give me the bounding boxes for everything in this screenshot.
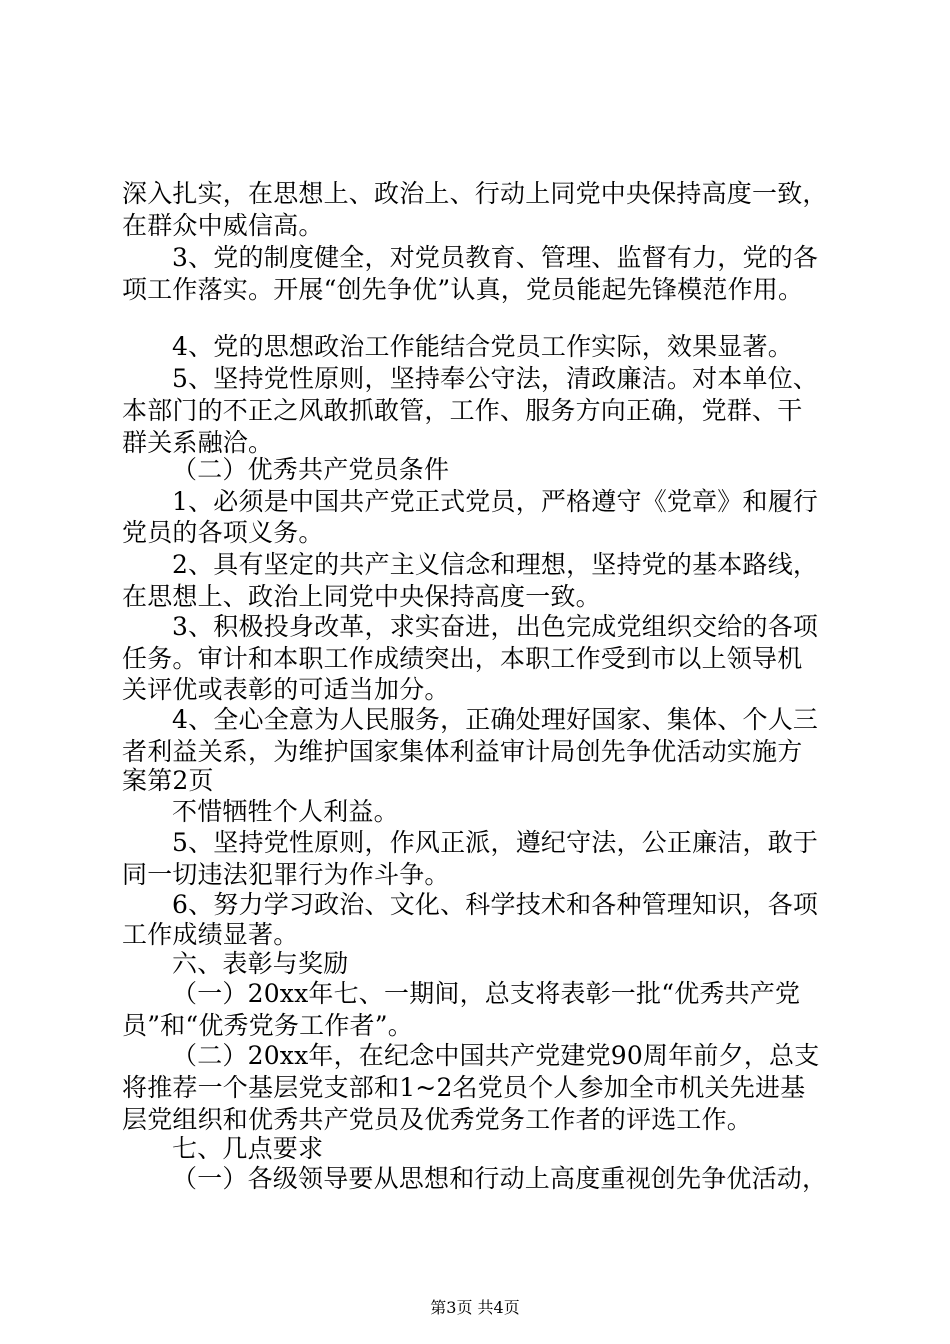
section-heading: （二）优秀共产党员条件 <box>172 455 450 484</box>
text-line: 群关系融洽。 <box>122 428 274 457</box>
text-line: 3、积极投身改革，求实奋进，出色完成党组织交给的各项 <box>172 612 819 641</box>
page-footer: 第3页 共4页 <box>430 1298 520 1317</box>
text-line: 4、党的思想政治工作能结合党员工作实际，效果显著。 <box>172 332 793 361</box>
text-line: 不惜牺牲个人利益。 <box>172 797 399 826</box>
text-line: 3、党的制度健全，对党员教育、管理、监督有力，党的各 <box>172 243 819 272</box>
text-line: 任务。审计和本职工作成绩突出，本职工作受到市以上领导机 <box>122 644 803 673</box>
text-line: 同一切违法犯罪行为作斗争。 <box>122 860 450 889</box>
text-line: 者利益关系，为维护国家集体利益审计局创先争优活动实施方 <box>122 737 803 766</box>
text-line: 本部门的不正之风敢抓敢管，工作、服务方向正确，党群、干 <box>122 396 803 425</box>
text-line: 案第2页 <box>122 766 214 795</box>
section-heading: 七、几点要求 <box>172 1134 324 1163</box>
text-line: 5、坚持党性原则，坚持奉公守法，清政廉洁。对本单位、 <box>172 364 819 393</box>
text-line: （二）20xx年，在纪念中国共产党建党90周年前夕，总支 <box>172 1041 820 1070</box>
text-line: 在思想上、政治上同党中央保持高度一致。 <box>122 582 601 611</box>
text-line: 5、坚持党性原则，作风正派，遵纪守法，公正廉洁，敢于 <box>172 828 819 857</box>
text-line: 在群众中威信高。 <box>122 211 324 240</box>
text-line: 层党组织和优秀共产党员及优秀党务工作者的评选工作。 <box>122 1105 753 1134</box>
text-line: 项工作落实。开展“创先争优”认真，党员能起先锋模范作用。 <box>122 275 804 304</box>
text-line: 1、必须是中国共产党正式党员，严格遵守《党章》和履行 <box>172 487 819 516</box>
text-line: 工作成绩显著。 <box>122 920 299 949</box>
text-line: 2、具有坚定的共产主义信念和理想，坚持党的基本路线， <box>172 550 819 579</box>
text-line: 关评优或表彰的可适当加分。 <box>122 675 450 704</box>
text-line: 将推荐一个基层党支部和1~2名党员个人参加全市机关先进基 <box>122 1073 806 1102</box>
text-line: 员”和“优秀党务工作者”。 <box>122 1011 413 1040</box>
text-line: 6、努力学习政治、文化、科学技术和各种管理知识，各项 <box>172 890 819 919</box>
section-heading: 六、表彰与奖励 <box>172 949 349 978</box>
text-line: 4、全心全意为人民服务，正确处理好国家、集体、个人三 <box>172 705 819 734</box>
text-line: 深入扎实，在思想上、政治上、行动上同党中央保持高度一致， <box>122 179 828 208</box>
text-line: 党员的各项义务。 <box>122 518 324 547</box>
text-line: （一）20xx年七、一期间，总支将表彰一批“优秀共产党 <box>172 979 801 1008</box>
text-line: （一）各级领导要从思想和行动上高度重视创先争优活动， <box>172 1164 828 1193</box>
